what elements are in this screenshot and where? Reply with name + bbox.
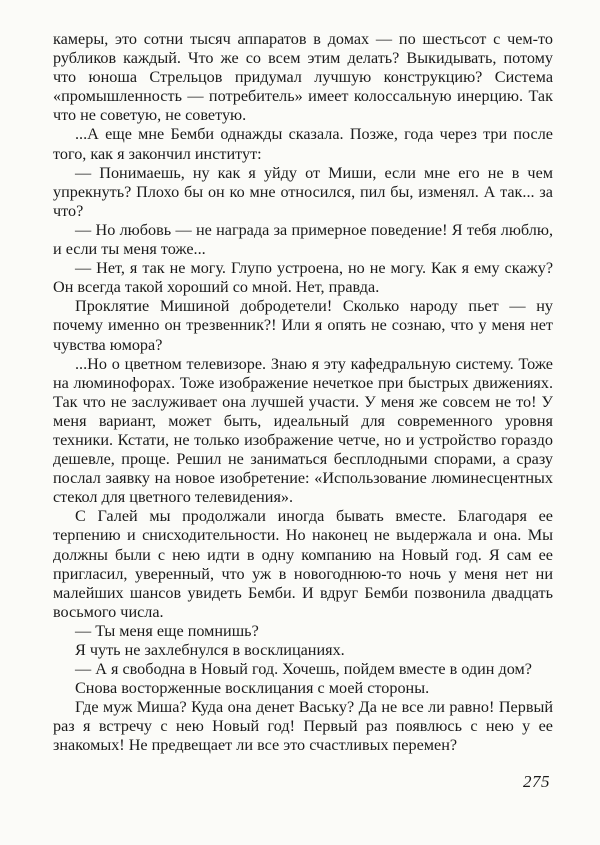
paragraph: ...Но о цветном телевизоре. Знаю я эту кафедральную систему. Тоже на люминофорах. Тоже изображение нечеткое при быстрых движениях. Так что не заслуживает она лучшей участи. У меня же совсем не то! У меня вариант, может быть, идеальный для современного уровня техники. Кстати, не только изображение четче, но и устройство гораздо дешевле, проще. Решил не заниматься бесплодными спорами, а сразу послал заявку на новое изобретение: «Использование люминесцентных стекол для цветного телевидения». [53, 354, 553, 507]
paragraph: Где муж Миша? Куда она денет Ваську? Да не все ли равно! Первый раз я встречу с нею Новый год! Первый раз появлюсь с нею у ее знакомых! Не предвещает ли все это счастливых перемен? [53, 698, 553, 755]
paragraph: — Но любовь — не награда за примерное поведение! Я тебя люблю, и если ты меня тоже... [53, 220, 553, 259]
paragraph: Проклятие Мишиной добродетели! Сколько народу пьет — ну почему именно он трезвенник?! Или я опять не сознаю, что у меня нет чувства юмора? [53, 297, 553, 354]
paragraph: — А я свободна в Новый год. Хочешь, пойдем вместе в один дом? [75, 660, 532, 679]
paragraph: С Галей мы продолжали иногда бывать вместе. Благодаря ее терпению и снисходительности. Но наконец не выдержала и она. Мы должны были с нею идти в одну компанию на Новый год. Я сам ее пригласил, уверенный, что уж в новогоднюю-то ночь у меня нет ни малейших шансов увидеть Бемби. И вдруг Бемби позвонила двадцать восьмого числа. [53, 507, 553, 621]
paragraph: — Ты меня еще помнишь? [75, 621, 259, 640]
paragraph: ...А еще мне Бемби однажды сказала. Позже, года через три после того, как я закончил институт: [53, 125, 553, 163]
paragraph: камеры, это сотни тысяч аппаратов в домах — по шестьсот с чем-то рубликов каждый. Что же со всем этим делать? Выкидывать, потому что юноша Стрельцов придумал лучшую конструкцию? Система «промышленность — потребитель» имеет колоссальную инерцию. Так что не советую, не советую. [53, 30, 553, 125]
paragraph: Я чуть не захлебнулся в восклицаниях. [75, 641, 345, 659]
paragraph: — Понимаешь, ну как я уйду от Миши, если мне его не в чем упрекнуть? Плохо бы он ко мне относился, пил бы, изменял. А так... за что? [53, 163, 553, 220]
page-text [53, 30, 553, 756]
paragraph: Снова восторженные восклицания с моей стороны. [75, 679, 430, 698]
paragraph: — Нет, я так не могу. Глупо устроена, но не могу. Как я ему скажу? Он всегда такой хороший со мной. Нет, правда. [53, 259, 553, 297]
page-number: 275 [523, 772, 550, 791]
